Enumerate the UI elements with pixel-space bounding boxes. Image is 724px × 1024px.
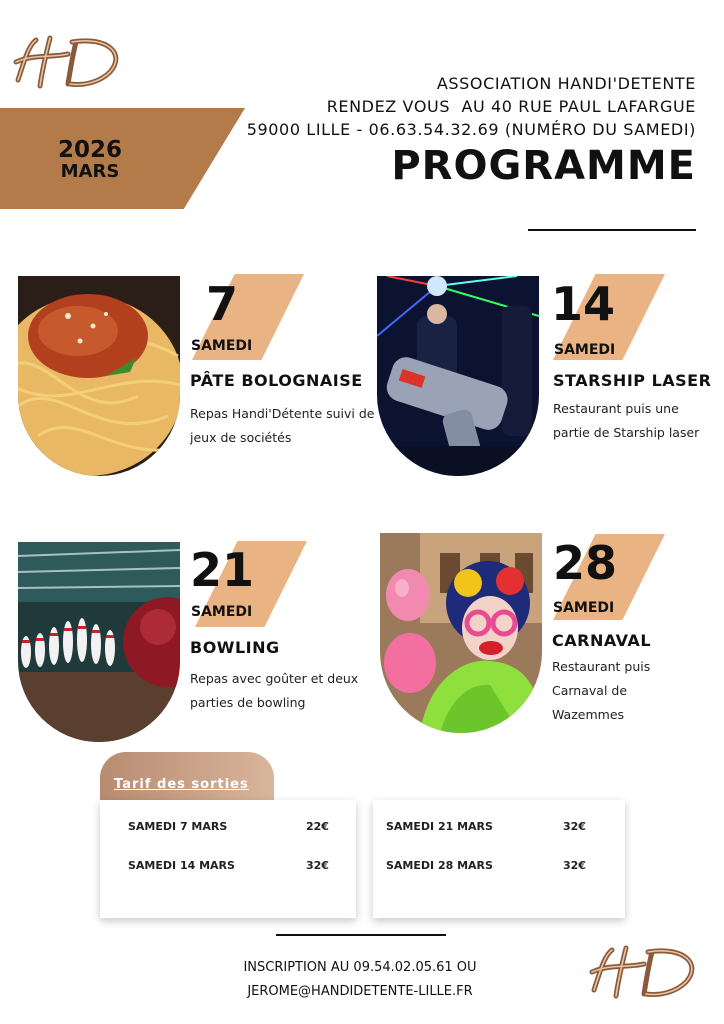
divider-bottom xyxy=(276,934,446,936)
tarif-date: SAMEDI 21 MARS xyxy=(386,820,493,833)
year-label: 2026 xyxy=(57,137,122,163)
tarif-tab xyxy=(100,752,274,800)
tarif-heading: Tarif des sorties xyxy=(114,777,249,792)
event-weekday: SAMEDI xyxy=(554,342,616,358)
tarif-price: 32€ xyxy=(306,859,329,872)
event-day-number: 7 xyxy=(206,277,239,331)
event-description-line: jeux de sociétés xyxy=(190,430,292,445)
event-day-number: 14 xyxy=(551,277,616,331)
event-title: CARNAVAL xyxy=(552,631,652,650)
event-day-number: 21 xyxy=(190,543,255,597)
event-description xyxy=(190,667,358,715)
tarif-card-left xyxy=(100,800,356,918)
event-day-number: 28 xyxy=(553,536,618,590)
tarif-date: SAMEDI 7 MARS xyxy=(128,820,228,833)
hd-logo-icon xyxy=(586,942,706,1002)
association-name: ASSOCIATION HANDI'DETENTE xyxy=(436,74,696,93)
association-info xyxy=(247,72,696,141)
bowling-photo xyxy=(18,542,180,742)
event-description xyxy=(552,655,650,727)
contact-email: JEROME@HANDIDETENTE-LILLE.FR xyxy=(247,984,473,999)
tarif-card-right xyxy=(373,800,625,918)
event-weekday: SAMEDI xyxy=(553,600,615,616)
event-description-line: Restaurant puis une xyxy=(553,401,679,416)
carnival-clown-photo xyxy=(380,533,542,733)
event-description-line: Restaurant puis xyxy=(552,659,651,674)
event-description-line: Repas avec goûter et deux xyxy=(190,671,359,686)
hd-logo-top xyxy=(10,32,130,92)
hd-logo-icon xyxy=(10,32,130,92)
date-block xyxy=(40,139,140,183)
event-description-line: parties de bowling xyxy=(190,695,306,710)
meeting-address: RENDEZ VOUS AU 40 RUE PAUL LAFARGUE xyxy=(326,97,696,116)
event-title: PÂTE BOLOGNAISE xyxy=(190,371,363,390)
event-title: STARSHIP LASER xyxy=(553,371,712,390)
tarif-date: SAMEDI 14 MARS xyxy=(128,859,235,872)
event-description-line: partie de Starship laser xyxy=(553,425,700,440)
contact-phone: INSCRIPTION AU 09.54.02.05.61 OU xyxy=(243,960,477,975)
spaghetti-bolognese-photo xyxy=(18,276,180,476)
tarif-date: SAMEDI 28 MARS xyxy=(386,859,493,872)
page-title: PROGRAMME xyxy=(391,143,696,189)
event-description xyxy=(553,397,699,445)
event-weekday: SAMEDI xyxy=(191,338,253,354)
event-title: BOWLING xyxy=(190,638,280,657)
city-phone: 59000 LILLE - 06.63.54.32.69 (NUMÉRO DU SAMEDI) xyxy=(246,120,696,139)
hd-logo-bottom xyxy=(586,942,706,1002)
event-description-line: Wazemmes xyxy=(552,707,625,722)
tarif-price: 22€ xyxy=(306,820,329,833)
tarif-price: 32€ xyxy=(563,859,586,872)
divider-top xyxy=(528,229,696,231)
laser-game-photo xyxy=(377,276,539,476)
contact-info xyxy=(200,956,520,1004)
tarif-price: 32€ xyxy=(563,820,586,833)
event-weekday: SAMEDI xyxy=(191,604,253,620)
event-description xyxy=(190,402,375,450)
event-description-line: Carnaval de xyxy=(552,683,628,698)
event-description-line: Repas Handi'Détente suivi de xyxy=(190,406,375,421)
month-label: MARS xyxy=(60,161,120,182)
